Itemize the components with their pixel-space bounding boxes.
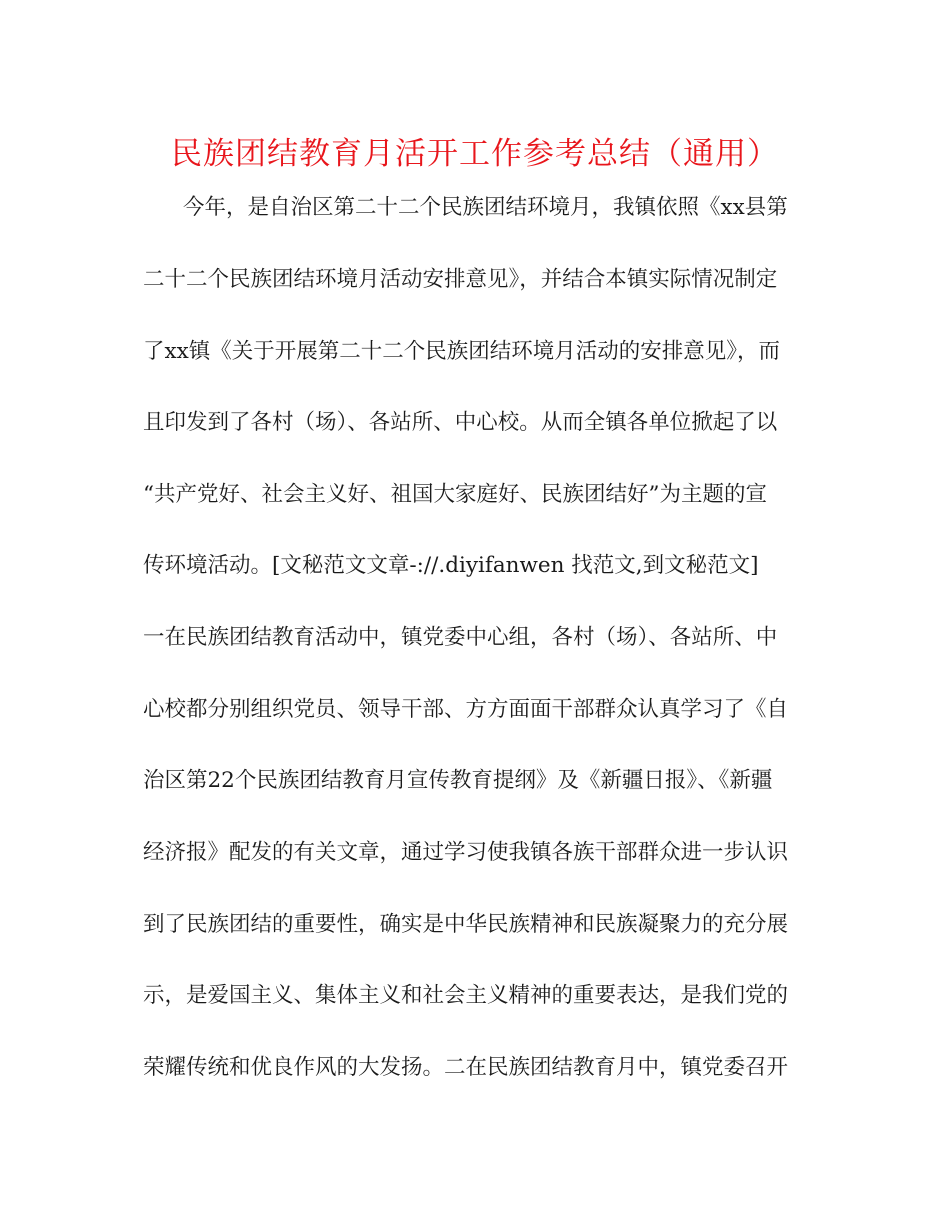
paragraph-line-5: “共产党好、社会主义好、祖国大家庭好、民族团结好”为主题的宣 xyxy=(143,482,767,507)
paragraph-line-11: 到了民族团结的重要性，确实是中华民族精神和民族凝聚力的充分展 xyxy=(143,912,789,937)
paragraph-line-10: 经济报》配发的有关文章，通过学习使我镇各族干部群众进一步认识 xyxy=(143,840,789,865)
document-title: 民族团结教育月活开工作参考总结（通用） xyxy=(171,136,779,172)
paragraph-line-4: 且印发到了各村（场）、各站所、中心校。从而全镇各单位掀起了以 xyxy=(143,410,778,435)
paragraph-line-1: 今年，是自治区第二十二个民族团结环境月，我镇依照《xx县第 xyxy=(183,195,788,220)
paragraph-line-12: 示，是爱国主义、集体主义和社会主义精神的重要表达，是我们党的 xyxy=(143,983,789,1008)
paragraph-line-7: 一在民族团结教育活动中，镇党委中心组，各村（场）、各站所、中 xyxy=(143,625,778,650)
paragraph-line-8: 心校都分别组织党员、领导干部、方方面面干部群众认真学习了《自 xyxy=(143,697,789,722)
paragraph-line-3: 了xx镇《关于开展第二十二个民族团结环境月活动的安排意见》，而 xyxy=(143,339,781,364)
paragraph-line-2: 二十二个民族团结环境月活动安排意见》，并结合本镇实际情况制定 xyxy=(143,267,778,292)
paragraph-line-13: 荣耀传统和优良作风的大发扬。二在民族团结教育月中，镇党委召开 xyxy=(143,1055,789,1080)
paragraph-line-9: 治区第22个民族团结教育月宣传教育提纲》及《新疆日报》、《新疆 xyxy=(143,768,773,793)
paragraph-line-6: 传环境活动。[文秘范文文章-://.diyifanwen 找范文,到文秘范文] xyxy=(143,553,759,578)
